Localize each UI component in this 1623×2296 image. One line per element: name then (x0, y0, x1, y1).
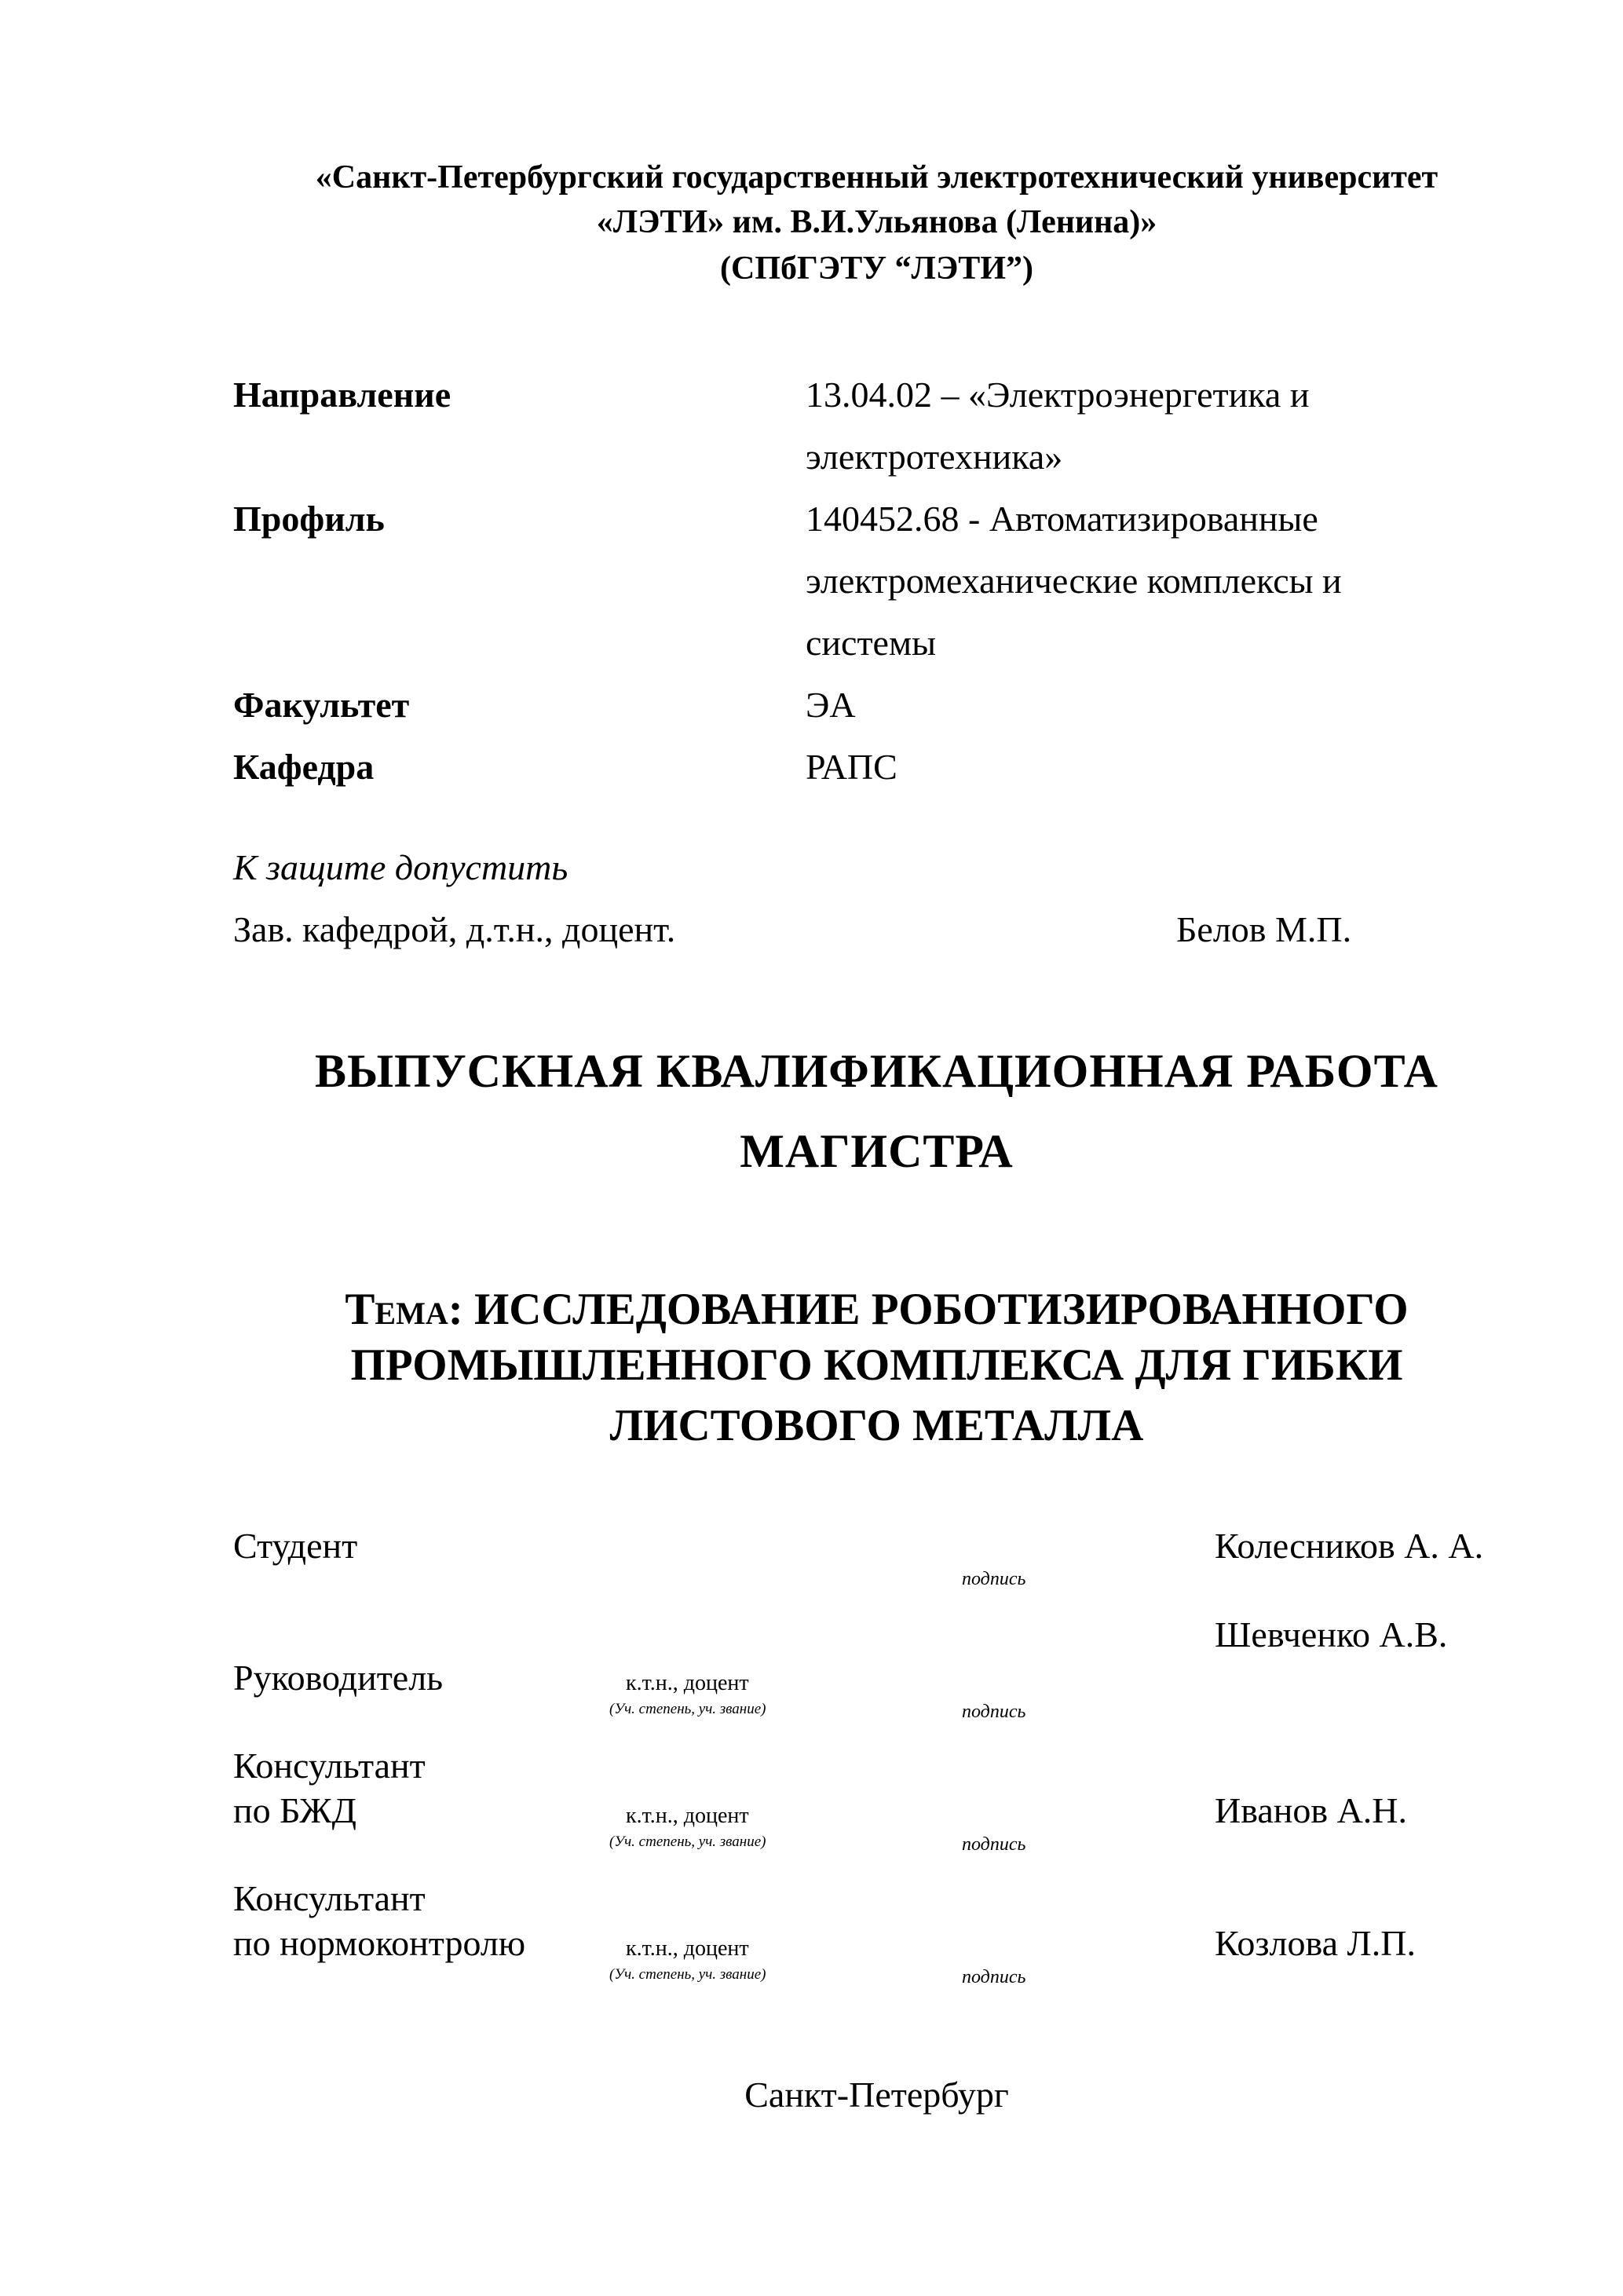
university-name-line1: «Санкт-Петербургский государственный электротехнический университет (315, 159, 1438, 196)
work-title-degree: МАГИСТРА (740, 1125, 1014, 1177)
direction-value-cont: электротехника» (806, 437, 1063, 477)
city: Санкт-Петербург (744, 2075, 1009, 2115)
supervisor-name: Шевченко А.В. (1215, 1614, 1448, 1654)
profile-value: 140452.68 - Автоматизированные (806, 499, 1318, 539)
topic-text: ИССЛЕДОВАНИЕ РОБОТИЗИРОВАННОГО (473, 1285, 1409, 1334)
work-title: ВЫПУСКНАЯ КВАЛИФИКАЦИОННАЯ РАБОТА (315, 1045, 1438, 1097)
degree-caption: (Уч. степень, уч. звание) (609, 1834, 766, 1850)
signature-caption: подпись (962, 1967, 1026, 1987)
university-abbr: (СПбГЭТУ “ЛЭТИ”) (720, 250, 1033, 287)
head-of-department: Зав. кафедрой, д.т.н., доцент. (233, 909, 676, 949)
profile-value-cont: электромеханические комплексы и (806, 561, 1342, 601)
supervisor-label: Руководитель (233, 1658, 444, 1698)
department-value: РАПС (806, 747, 897, 787)
consultant-safety-name: Иванов А.Н. (1215, 1790, 1408, 1830)
signature-caption: подпись (962, 1702, 1026, 1722)
topic-line3: ЛИСТОВОГО МЕТАЛЛА (609, 1401, 1144, 1450)
approval-note: К защите допустить (233, 847, 568, 887)
signature-caption: подпись (962, 1834, 1026, 1855)
profile-value-cont2: системы (806, 623, 936, 663)
department-label: Кафедра (233, 747, 375, 787)
direction-value: 13.04.02 – «Электроэнергетика и (806, 375, 1310, 415)
consultant-safety-degree: к.т.н., доцент (626, 1804, 749, 1828)
consultant-normcontrol-degree: к.т.н., доцент (626, 1936, 749, 1961)
degree-caption: (Уч. степень, уч. звание) (609, 1701, 766, 1717)
direction-label: Направление (233, 375, 451, 415)
consultant-safety-label-cont: по БЖД (233, 1790, 356, 1830)
university-name-line2: «ЛЭТИ» им. В.И.Ульянова (Ленина)» (596, 204, 1157, 240)
student-label: Студент (233, 1526, 358, 1566)
consultant-normcontrol-label: Консультант (233, 1878, 426, 1918)
topic-prefix: Тема: (345, 1285, 463, 1334)
degree-caption: (Уч. степень, уч. звание) (609, 1966, 766, 1983)
consultant-safety-label: Консультант (233, 1746, 426, 1786)
supervisor-degree: к.т.н., доцент (626, 1671, 749, 1695)
faculty-label: Факультет (233, 685, 410, 725)
consultant-normcontrol-name: Козлова Л.П. (1215, 1923, 1416, 1963)
profile-label: Профиль (233, 499, 385, 539)
signature-caption: подпись (962, 1569, 1026, 1589)
head-name: Белов М.П. (1176, 909, 1352, 949)
topic-line2: ПРОМЫШЛЕННОГО КОМПЛЕКСА ДЛЯ ГИБКИ (350, 1340, 1403, 1390)
consultant-normcontrol-label-cont: по нормоконтролю (233, 1923, 526, 1963)
faculty-value: ЭА (806, 685, 856, 725)
student-name: Колесников А. А. (1215, 1526, 1484, 1566)
topic-line1 (0, 1287, 1623, 1332)
